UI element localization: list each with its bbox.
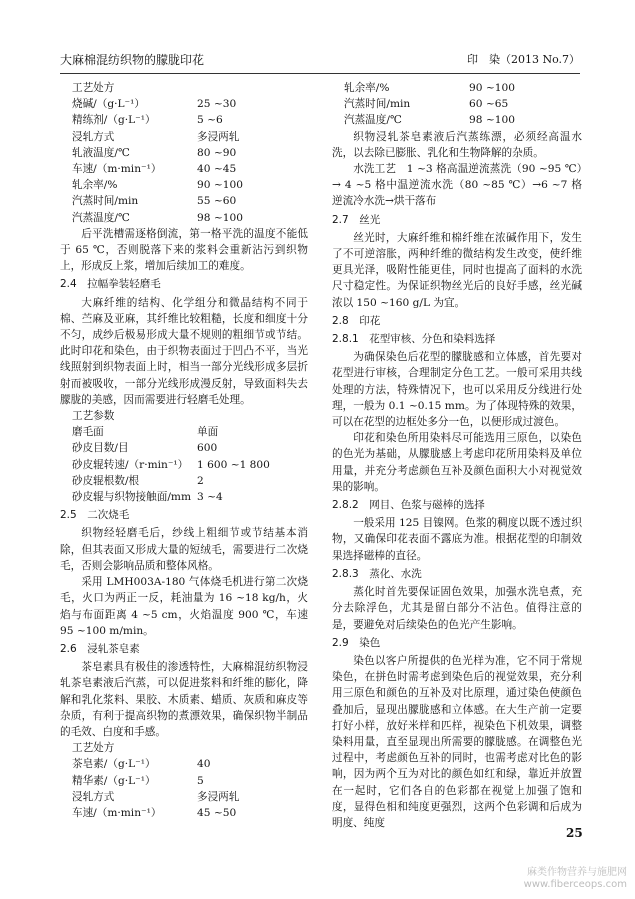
subsection-heading: 2.8.1 花型审核、分色和染料选择 [332, 333, 496, 346]
section-heading: 2.6 浸轧茶皂素 [60, 642, 140, 655]
paragraph: 染色以客户所提供的色光样为准，它不同于常规染色，在拼色时需考虑到染色后的视觉效果，充分利用三原色和颜色的互补及对比原理，通过染色使颜色叠加后，显现出朦胧感和立体感。在大生产前一定要打好小样，放好米样和匹样，视染色下机效果，调整染料用量，直至显现出所需要的朦胧感。在调整色光过程中，考虑颜色互补的同时，也需考虑对比色的影响，因为两个互为对比的颜色如红和绿，靠近并放置在一起时，它们各自的色彩都在视觉上加强了饱和度，显得色相和纯度更强烈，这两个色彩调和后成为明度、纯度 [332, 654, 582, 829]
param-row: 砂皮辊转速/（r·min⁻¹） 1 600 ~1 800 [72, 458, 270, 471]
param-row: 砂皮目数/目 600 [72, 442, 218, 455]
recipe-row: 浸轧方式 多浸两轧 [72, 130, 240, 143]
paragraph: 织物经轻磨毛后，纱线上粗细节或节结基本消除，但其表面又形成大量的短绒毛，需要进行二次烧毛，否则会影响品质和整体风格。 [60, 527, 308, 572]
recipe-table-scouring [60, 96, 308, 226]
paragraph: 蒸化时首先要保证固色效果，加强水洗皂煮，充分去除浮色，尤其是留白部分不沾色。值得注意的是，要避免对后续染色的色光产生影响。 [332, 586, 582, 631]
recipe-row: 精华素/（g·L⁻¹） 5 [72, 774, 204, 787]
paragraph: 后平洗槽需逐格倒流，第一格平洗的温度不能低于 65 ℃，否则脱落下来的浆料会重新沾污到织物上，形成反上浆，增加后续加工的难度。 [60, 227, 308, 273]
left-column [60, 80, 308, 821]
recipe-row: 汽蒸时间/min 55 ~60 [72, 195, 237, 208]
paragraph: 大麻纤维的结构、化学组分和微晶结构不同于棉、苎麻及亚麻，其纤维比较粗糙，长度和细度十分不匀，成纱后极易形成大量不规则的粗细节或节结。此时印花和染色，由于织物表面过于凹凸不平，当光线照射到织物表面上时，相当一部分光线形成多层折射而被吸收，一部分光线形成漫反射，导致面料失去朦胧的美感，因而需要进行轻磨毛处理。 [60, 296, 308, 406]
header-rule [60, 73, 580, 74]
param-row: 砂皮辊与织物接触面/mm 3 ~4 [72, 491, 223, 504]
article-title: 大麻棉混纺织物的朦胧印花 [60, 53, 205, 67]
recipe-row: 轧余率/% 90 ~100 [72, 179, 243, 192]
recipe-table-tea-saponin [60, 756, 308, 821]
recipe-title: 工艺处方 [72, 742, 115, 755]
section-heading: 2.5 二次烧毛 [60, 509, 130, 522]
recipe-row: 汽蒸温度/℃ 98 ~100 [344, 114, 515, 127]
recipe-row: 汽蒸温度/℃ 98 ~100 [72, 211, 243, 224]
section-heading: 2.9 染色 [332, 636, 381, 649]
subsection-heading: 2.8.2 网目、色浆与磁棒的选择 [332, 499, 485, 512]
recipe-row: 轧液温度/℃ 80 ~90 [72, 146, 237, 159]
paragraph: 为确保染色后花型的朦胧感和立体感，首先要对花型进行审核，合理制定分色工艺。一般可采用共线处理的方法，特殊情况下，也可以采用反分线进行处理，一般为 0.1 ~0.15 mm。为了体现特殊的效果，可以在花型的边框处多分一色，以便形成过渡色。 [332, 351, 582, 429]
section-heading: 2.7 丝光 [332, 213, 381, 226]
recipe-row: 茶皂素/（g·L⁻¹） 40 [72, 758, 211, 771]
subsection-heading: 2.8.3 蒸化、水洗 [332, 567, 422, 580]
paragraph: 一般采用 125 目镍网。色浆的稠度以既不透过织物，又确保印花表面不露底为准。根据花型的印制效果选择磁棒的直径。 [332, 517, 582, 562]
right-column [332, 80, 582, 831]
recipe-title: 工艺处方 [72, 82, 115, 94]
params-table-sanding [60, 424, 308, 505]
paragraph: 印花和染色所用染料尽可能选用三原色，以染色的色光为基础，从朦胧感上考虑印花所用染料及单位用量，并充分考虑颜色互补及颜色面积大小对视觉效果的影响。 [332, 432, 582, 493]
recipe-row: 轧余率/% 90 ~100 [344, 82, 515, 94]
recipe-row: 车速/（m·min⁻¹） 45 ~50 [72, 806, 237, 819]
param-row: 砂皮辊根数/根 2 [72, 474, 204, 487]
params-title: 工艺参数 [72, 410, 115, 423]
paragraph: 采用 LMH003A-180 气体烧毛机进行第二次烧毛，火口为两正一反，耗油量为 16 ~18 kg/h，火焰与布面距离 4 ~5 cm，火焰温度 900 ℃，车速 95 ~100 m/min。 [60, 576, 308, 637]
param-row: 磨毛面 单面 [72, 426, 219, 439]
section-heading: 2.8 印花 [332, 314, 381, 327]
paragraph: 丝光时，大麻纤维和棉纤维在浓碱作用下，发生了不可逆溶胀，两种纤维的微结构发生改变，使纤维更具光泽，吸附性能更佳，同时也提高了面料的水洗尺寸稳定性。为保证织物丝光后的良好手感，丝光碱浓以 150 ~160 g/L 为宜。 [332, 231, 582, 309]
recipe-row: 精练剂/（g·L⁻¹） 5 ~6 [72, 114, 223, 127]
recipe-table-continued [332, 80, 582, 129]
recipe-row: 浸轧方式 多浸两轧 [72, 790, 240, 803]
paragraph: 茶皂素具有极佳的渗透特性，大麻棉混纺织物浸轧茶皂素液后汽蒸，可以促进浆料和纤维的膨化，降解和乳化浆料、果胶、木质素、蜡质、灰质和麻皮等杂质，有利于提高织物的煮漂效果，确保织物半制品的毛效、白度和手感。 [60, 661, 308, 738]
recipe-row: 烧碱/（g·L⁻¹） 25 ~30 [72, 98, 237, 111]
recipe-row: 汽蒸时间/min 60 ~65 [344, 98, 509, 111]
running-header [60, 49, 580, 71]
watermark: 麻类作物营养与施肥网 www.fiberceops.com [523, 867, 627, 890]
recipe-row: 车速/（m·min⁻¹） 40 ~45 [72, 163, 237, 176]
journal-issue: 印 染（2013 No.7） [466, 53, 580, 66]
washing-process: 水洗工艺 1 ~3 格高温逆流蒸洗（90 ~95 ℃）→ 4 ~5 格中温逆流水洗（80 ~85 ℃）→6 ~7 格逆流冷水洗→烘干落布 [332, 163, 582, 208]
section-heading: 2.4 拉幅拳装轻磨毛 [60, 278, 161, 291]
page-number: 25 [566, 826, 583, 840]
paragraph: 织物浸轧茶皂素液后汽蒸练漂，必须经高温水洗，以去除已膨胀、乳化和生物降解的杂质。 [332, 130, 582, 159]
